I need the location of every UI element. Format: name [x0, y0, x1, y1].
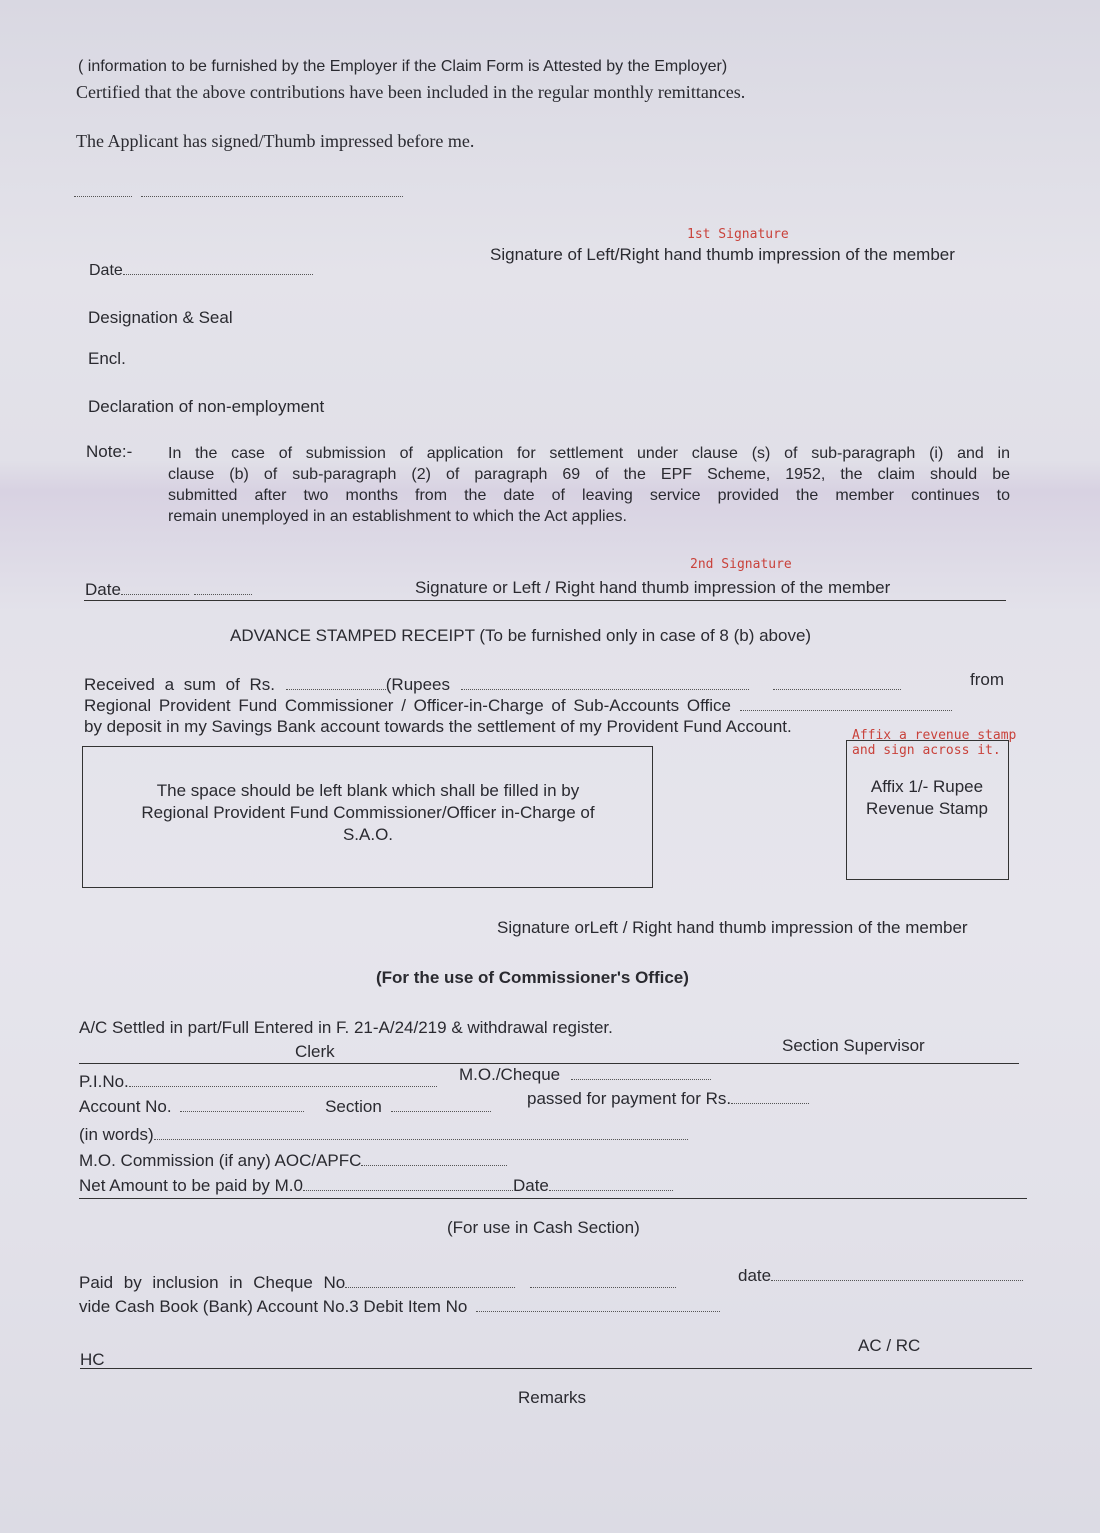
pi-no-label: P.I.No. [79, 1072, 129, 1091]
divider [79, 1198, 1027, 1199]
note-line: clause (b) of sub-paragraph (2) of paragraph 69 of the EPF Scheme, 1952, the claim should be [168, 466, 1010, 483]
in-words-field[interactable] [154, 1138, 688, 1140]
divider [84, 600, 1006, 601]
mo-commission-row [79, 1151, 507, 1171]
net-amount-label: Net Amount to be paid by M.0 [79, 1176, 303, 1195]
mo-commission-label: M.O. Commission (if any) AOC/APFC [79, 1151, 362, 1170]
cheque-no-field-2[interactable] [530, 1286, 676, 1288]
blank-box-text: The space should be left blank which shall be filled in by Regional Provident Fund Commissioner/Officer in-Charge of S.A.O. [141, 781, 595, 844]
clerk-label: Clerk [295, 1042, 335, 1061]
designation-seal: Designation & Seal [88, 308, 233, 327]
note-label: Note:- [86, 442, 133, 461]
in-words-label: (in words) [79, 1125, 154, 1144]
date-field-1[interactable] [89, 262, 313, 280]
stamp-box-text: Affix 1/- Rupee Revenue Stamp [866, 777, 988, 818]
employer-signature-line[interactable] [74, 184, 403, 202]
office-blank-box [82, 746, 653, 888]
vide-label: vide Cash Book (Bank) Account No.3 Debit Item No [79, 1297, 468, 1316]
section-field[interactable] [391, 1110, 491, 1112]
receipt-signature-label: Signature orLeft / Right hand thumb impression of the member [497, 918, 968, 937]
vide-row [79, 1297, 720, 1317]
receipt-line-1 [84, 675, 901, 695]
certified-statement: Certified that the above contributions have been included in the regular monthly remittances. [76, 82, 746, 102]
from-label: from [970, 670, 1004, 689]
note-line: In the case of submission of application for settlement under clause (s) of sub-paragraph (i) and in [168, 445, 1010, 462]
paid-label: Paid by inclusion in Cheque No [79, 1273, 346, 1292]
pi-no-row [79, 1072, 437, 1092]
ac-rc-label: AC / RC [858, 1336, 921, 1355]
second-signature-annotation: 2nd Signature [690, 557, 792, 572]
amount-field[interactable] [286, 688, 386, 690]
divider [80, 1368, 1032, 1369]
net-date-field[interactable] [549, 1189, 673, 1191]
passed-row [527, 1089, 809, 1109]
stamp-annotation-line-1: Affix a revenue stamp [852, 728, 1017, 743]
receipt-line-2 [84, 696, 952, 716]
ac-settled-line: A/C Settled in part/Full Entered in F. 21-A/24/219 & withdrawal register. [79, 1018, 613, 1037]
mo-cheque-field[interactable] [571, 1078, 711, 1080]
account-no-field[interactable] [180, 1110, 304, 1112]
date-label: Date [85, 580, 121, 599]
cash-date-field[interactable] [771, 1279, 1023, 1281]
stamp-annotation-line-2: and sign across it. [852, 743, 1001, 758]
passed-label: passed for payment for Rs. [527, 1089, 732, 1108]
rupees-words-field[interactable] [461, 688, 749, 690]
debit-item-field[interactable] [476, 1310, 720, 1312]
note-line: remain unemployed in an establishment to which the Act applies. [168, 508, 627, 525]
remarks-label: Remarks [518, 1388, 587, 1407]
receipt-line-3: by deposit in my Savings Bank account towards the settlement of my Provident Fund Account. [84, 717, 792, 736]
pi-no-field[interactable] [129, 1085, 437, 1087]
net-date-label: Date [512, 1176, 549, 1195]
office-field[interactable] [740, 709, 952, 711]
note-line: submitted after two months from the date of leaving service provided the member continues to [168, 487, 1010, 504]
rupees-label: (Rupees [385, 675, 451, 694]
paid-row [79, 1273, 676, 1293]
passed-amount-field[interactable] [731, 1102, 809, 1104]
in-words-row [79, 1125, 688, 1145]
account-no-label: Account No. [79, 1097, 172, 1116]
mo-commission-field[interactable] [361, 1164, 507, 1166]
cash-date-row [738, 1266, 1023, 1286]
from-field[interactable] [773, 688, 901, 690]
mo-cheque-row [459, 1065, 711, 1085]
cash-heading: (For use in Cash Section) [447, 1218, 640, 1237]
section-label: Section [325, 1097, 382, 1116]
net-amount-row [79, 1176, 673, 1196]
hc-label: HC [80, 1350, 105, 1369]
mo-cheque-label: M.O./Cheque [459, 1065, 561, 1084]
received-sum-label: Received a sum of Rs. [84, 675, 276, 694]
applicant-statement: The Applicant has signed/Thumb impressed before me. [76, 131, 475, 151]
net-amount-field[interactable] [303, 1189, 513, 1191]
revenue-stamp-box[interactable] [846, 740, 1009, 880]
note-body [168, 443, 1010, 527]
first-signature-label: Signature of Left/Right hand thumb impression of the member [490, 245, 955, 264]
receipt-heading: ADVANCE STAMPED RECEIPT (To be furnished only in case of 8 (b) above) [230, 626, 812, 645]
second-signature-label: Signature or Left / Right hand thumb impression of the member [415, 578, 891, 597]
date-field-2[interactable] [85, 580, 252, 600]
cash-date-label: date [738, 1266, 772, 1285]
section-supervisor-label: Section Supervisor [782, 1036, 925, 1055]
rpfc-label: Regional Provident Fund Commissioner / Officer-in-Charge of Sub-Accounts Office [84, 696, 731, 715]
enclosure: Encl. [88, 349, 126, 368]
divider [79, 1063, 1019, 1064]
cheque-no-field[interactable] [345, 1286, 515, 1288]
declaration-heading: Declaration of non-employment [88, 397, 325, 416]
account-row [79, 1097, 491, 1117]
office-heading: (For the use of Commissioner's Office) [376, 968, 689, 987]
first-signature-annotation: 1st Signature [687, 227, 789, 242]
date-label: Date [89, 262, 123, 279]
employer-info-line: ( information to be furnished by the Employer if the Claim Form is Attested by the Employer) [78, 58, 728, 75]
